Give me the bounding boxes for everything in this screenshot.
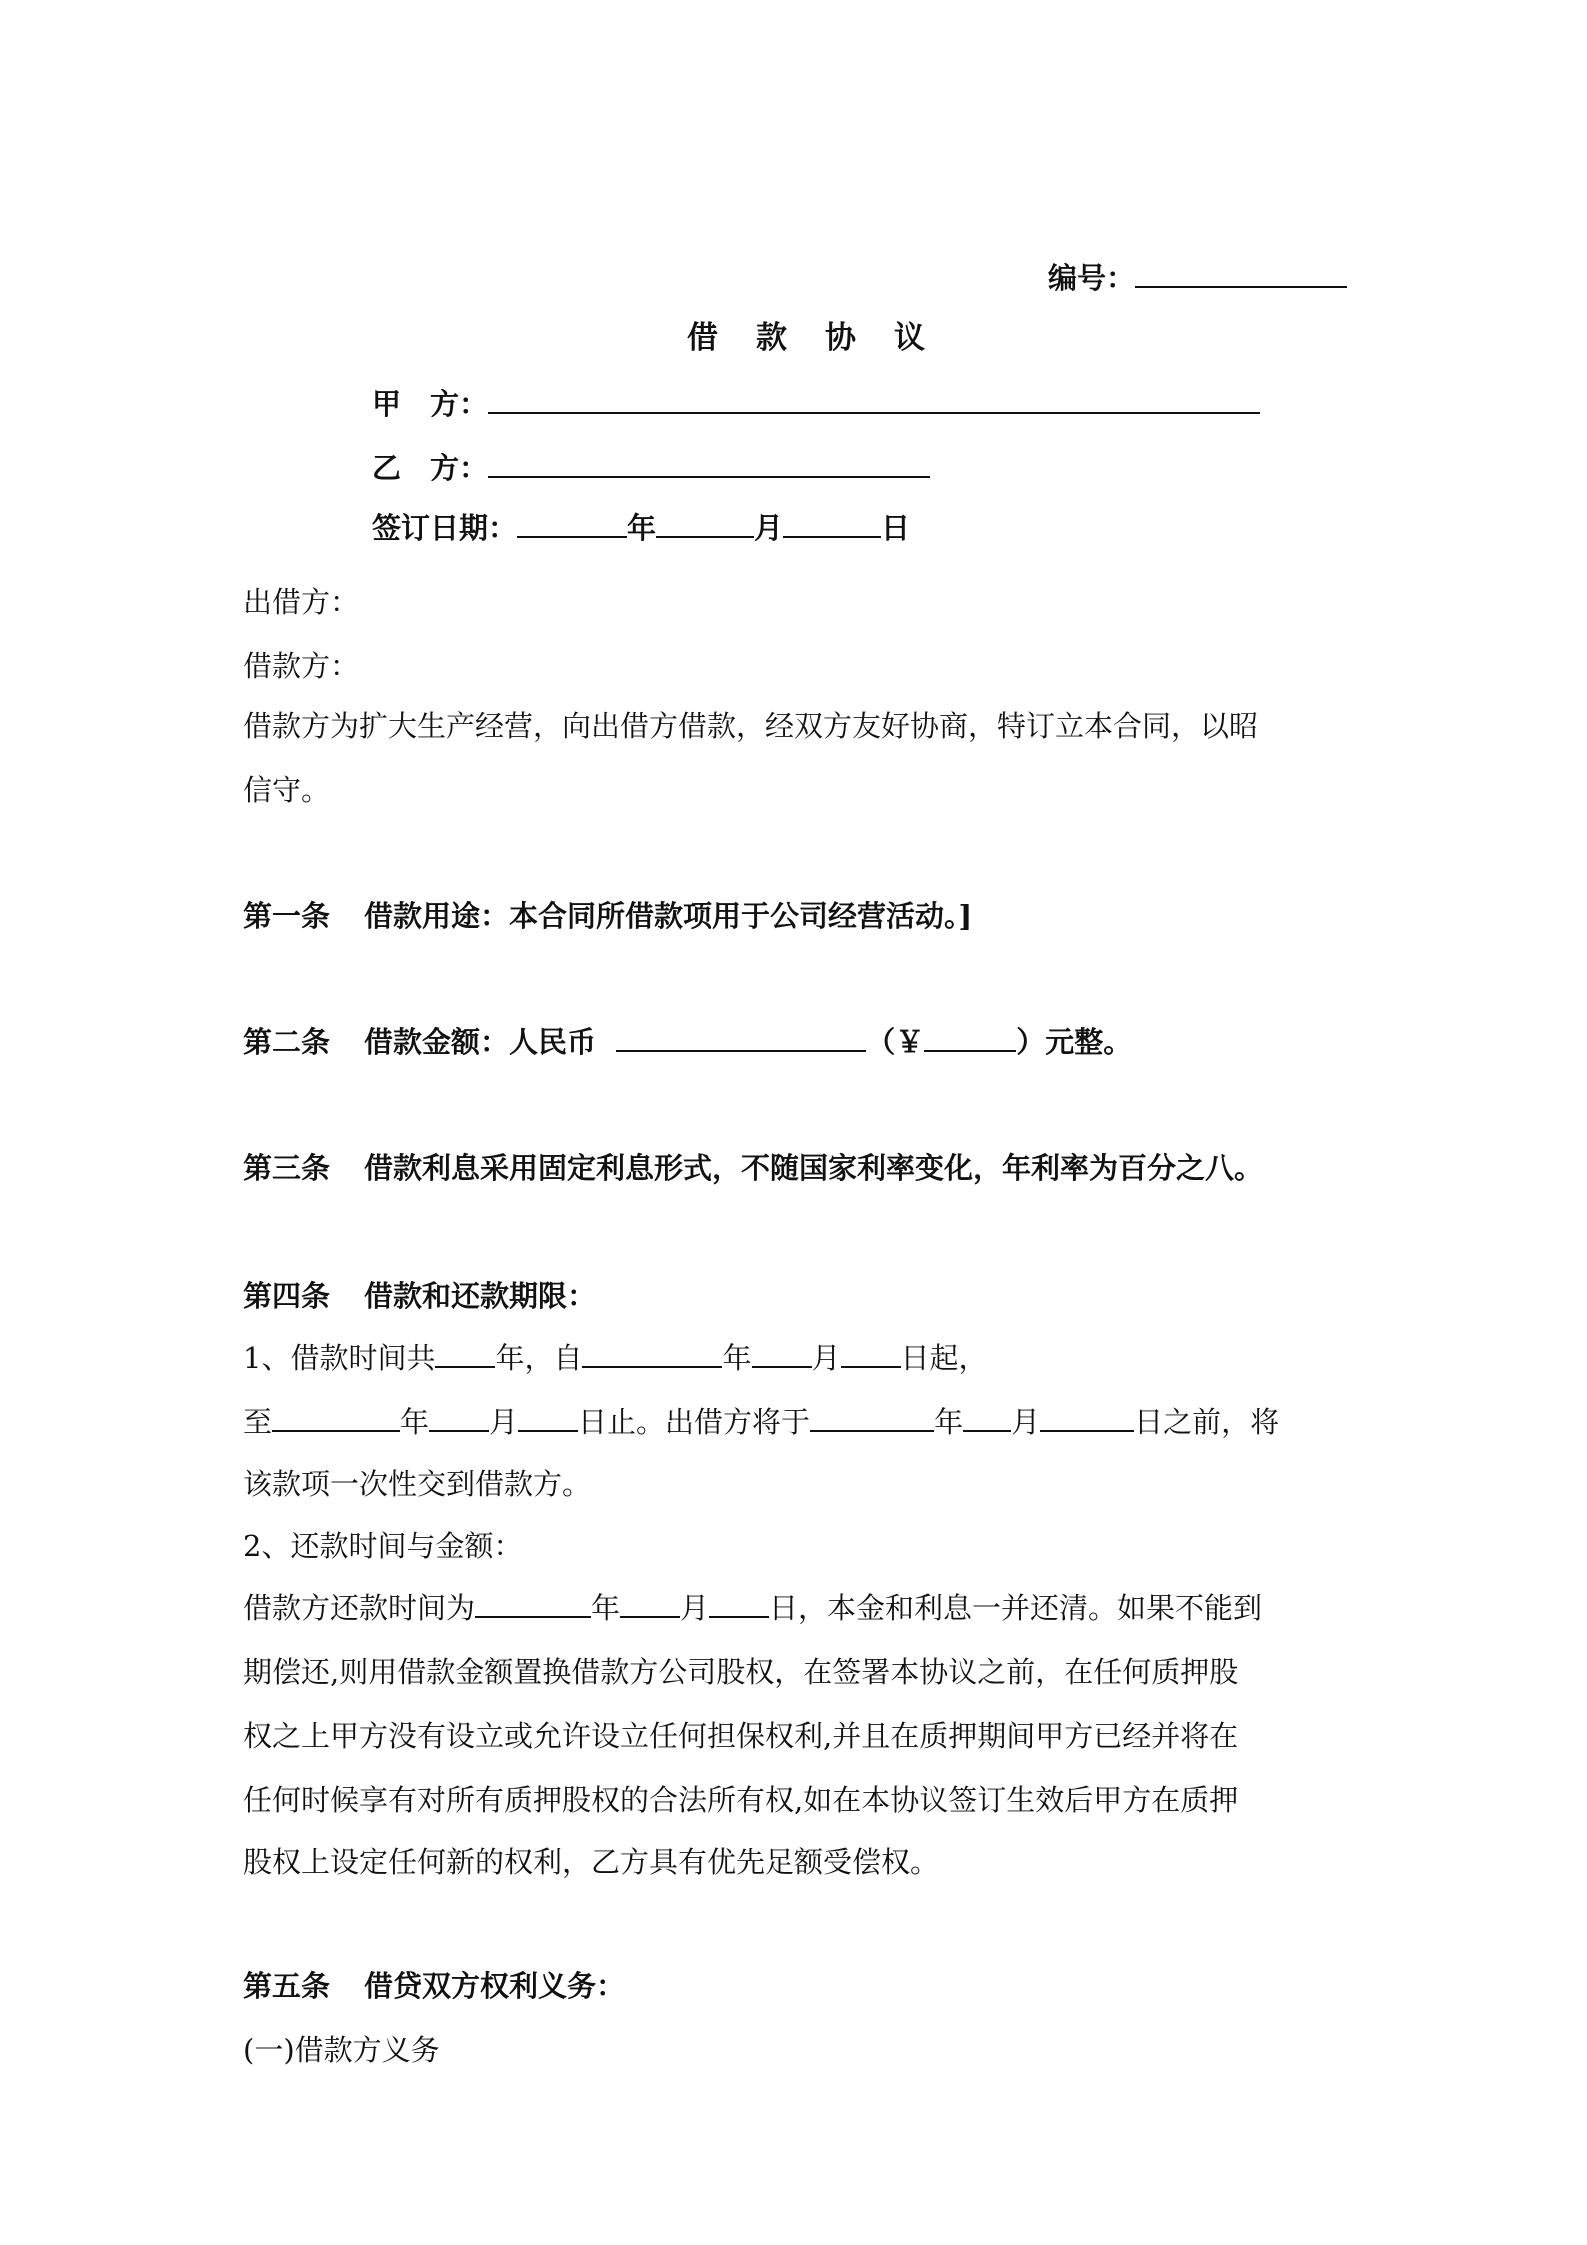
end-month-blank [429, 1402, 489, 1432]
article-4-heading: 借款和还款期限： [364, 1279, 597, 1313]
article-3 [243, 1148, 1263, 1188]
amount-figure-blank [924, 1022, 1016, 1052]
sign-date-label: 签订日期： [372, 511, 518, 545]
loan-years-blank [435, 1338, 495, 1368]
sign-date-line [372, 508, 910, 548]
amount-paren-open: （￥ [866, 1025, 925, 1059]
amount-words-blank [616, 1022, 866, 1052]
month-label: 月 [811, 1341, 841, 1375]
year-label: 年 [934, 1405, 964, 1439]
repay-line-3: 权之上甲方没有设立或允许设立任何担保权利,并且在质押期间甲方已经并将在 [243, 1719, 1239, 1753]
article-2-number: 第二条 [243, 1025, 331, 1059]
borrower-line: 借款方： [243, 649, 360, 683]
end-day-blank [518, 1402, 578, 1432]
year-label: 年 [722, 1341, 752, 1375]
repay-line-2: 期偿还,则用借款金额置换借款方公司股权，在签署本协议之前，在任何质押股 [243, 1655, 1239, 1689]
delivery-month-blank [963, 1402, 1011, 1432]
repay-prefix: 借款方还款时间为 [243, 1591, 476, 1625]
sign-month-blank [656, 508, 754, 538]
article-1-number: 第一条 [243, 899, 331, 933]
from-label: ，自 [524, 1341, 583, 1375]
start-suffix: 日起， [900, 1341, 988, 1375]
purpose-line-2: 信守。 [243, 773, 331, 807]
article-4-item-1-line-2 [243, 1402, 1279, 1442]
end-suffix: 日止。出借方将于 [578, 1405, 811, 1439]
article-2 [243, 1022, 1132, 1062]
repay-suffix: 日，本金和利息一并还清。如果不能到 [769, 1591, 1263, 1625]
article-3-number: 第三条 [243, 1151, 331, 1185]
article-5-sub-1: (一)借款方义务 [243, 2033, 440, 2067]
article-4-item-1-line-1 [243, 1338, 988, 1378]
contract-number [1048, 258, 1347, 298]
lender-line: 出借方： [243, 585, 360, 619]
end-year-blank [272, 1402, 400, 1432]
delivery-day-blank [1040, 1402, 1134, 1432]
repay-day-blank [709, 1588, 769, 1618]
party-a-line [372, 384, 1260, 424]
year-label: 年 [495, 1341, 525, 1375]
party-b-line [372, 448, 930, 488]
title-char: 款 [756, 320, 787, 356]
party-b-blank [488, 448, 930, 478]
month-label: 月 [680, 1591, 710, 1625]
day-label: 日 [881, 511, 911, 545]
to-label: 至 [243, 1405, 273, 1439]
sign-day-blank [783, 508, 881, 538]
sign-year-blank [517, 508, 627, 538]
contract-number-blank [1135, 258, 1347, 288]
article-1 [243, 896, 972, 936]
item1-prefix: 1、借款时间共 [243, 1341, 436, 1375]
month-label: 月 [1011, 1405, 1041, 1439]
year-label: 年 [591, 1591, 621, 1625]
party-b-label: 乙 方： [372, 451, 489, 485]
month-label: 月 [754, 511, 784, 545]
article-5 [243, 1966, 625, 2006]
article-4 [243, 1276, 596, 1316]
contract-number-label: 编号： [1048, 261, 1136, 295]
repay-month-blank [620, 1588, 680, 1618]
year-label: 年 [400, 1405, 430, 1439]
article-2-text: 借款金额：人民币 [364, 1025, 597, 1059]
purpose-line-1: 借款方为扩大生产经营，向出借方借款，经双方友好协商，特订立本合同，以昭 [243, 709, 1259, 743]
article-1-text: 借款用途：本合同所借款项用于公司经营活动。] [364, 899, 973, 933]
article-3-text: 借款利息采用固定利息形式，不随国家利率变化，年利率为百分之八。 [364, 1151, 1264, 1185]
amount-paren-close: ）元整。 [1016, 1025, 1133, 1059]
title-char: 借 [687, 320, 718, 356]
start-year-blank [582, 1338, 722, 1368]
repay-year-blank [475, 1588, 591, 1618]
start-month-blank [752, 1338, 812, 1368]
before-suffix: 日之前，将 [1134, 1405, 1280, 1439]
title-char: 议 [894, 320, 925, 356]
repay-line-4: 任何时候享有对所有质押股权的合法所有权,如在本协议签订生效后甲方在质押 [243, 1783, 1239, 1817]
article-5-heading: 借贷双方权利义务： [364, 1969, 626, 2003]
article-5-number: 第五条 [243, 1969, 331, 2003]
month-label: 月 [489, 1405, 519, 1439]
article-4-item-2-heading: 2、还款时间与金额： [243, 1529, 523, 1563]
party-a-blank [488, 384, 1260, 414]
year-label: 年 [627, 511, 657, 545]
repay-line-5: 股权上设定任何新的权利，乙方具有优先足额受偿权。 [243, 1845, 940, 1879]
repay-line-1 [243, 1588, 1262, 1628]
party-a-label: 甲 方： [372, 387, 489, 421]
start-day-blank [841, 1338, 901, 1368]
article-4-item-1-line-3: 该款项一次性交到借款方。 [243, 1467, 592, 1501]
article-4-number: 第四条 [243, 1279, 331, 1313]
title-char: 协 [825, 320, 856, 356]
document-title [668, 318, 944, 358]
delivery-year-blank [810, 1402, 934, 1432]
